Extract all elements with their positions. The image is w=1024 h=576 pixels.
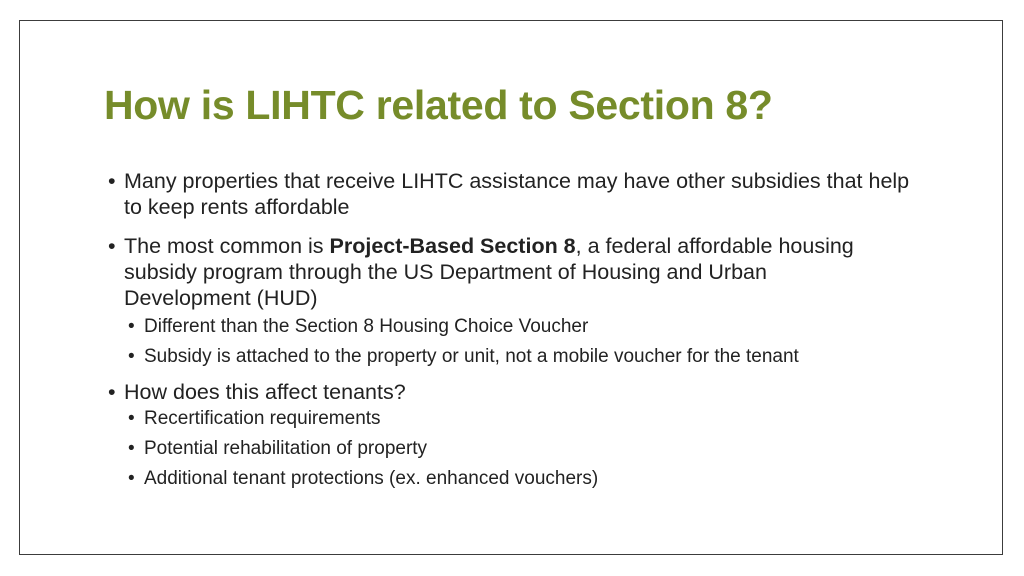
sub-bullet-2-1 (108, 315, 928, 339)
bullet-marker: • (108, 169, 116, 193)
bullet-2 (108, 233, 894, 311)
bullet-2-text-after: , a federal affordable housing subsidy program through the US Department of Housing and Urban Development (HUD) (124, 234, 854, 310)
bullet-marker: • (128, 346, 135, 367)
bullet-1-text: Many properties that receive LIHTC assistance may have other subsidies that help to keep rents affordable (124, 169, 910, 219)
bullet-marker: • (128, 408, 135, 429)
bullet-marker: • (128, 468, 135, 489)
bullet-marker: • (108, 234, 116, 258)
bullet-2-text-before: The most common is (124, 234, 330, 258)
bullet-2-text-bold: Project-Based Section 8 (329, 234, 576, 258)
sub-bullet-3-3 (108, 467, 928, 491)
sub-bullet-text: Potential rehabilitation of property (144, 438, 428, 459)
bullet-3 (108, 379, 928, 405)
sub-bullet-text: Additional tenant protections (ex. enhanced vouchers) (144, 468, 599, 489)
slide-body (108, 168, 928, 491)
sub-bullet-3-2 (108, 437, 928, 461)
bullet-marker: • (108, 380, 116, 404)
sub-bullet-3-1 (108, 407, 928, 431)
sub-bullet-2-2 (108, 345, 914, 369)
bullet-marker: • (128, 316, 135, 337)
sub-bullet-text: Recertification requirements (144, 408, 381, 429)
sub-bullet-text: Different than the Section 8 Housing Choice Voucher (144, 316, 589, 337)
sub-bullet-text: Subsidy is attached to the property or unit, not a mobile voucher for the tenant (144, 346, 799, 367)
bullet-1 (108, 168, 924, 220)
bullet-marker: • (128, 438, 135, 459)
slide-title: How is LIHTC related to Section 8? (104, 82, 773, 128)
bullet-3-text: How does this affect tenants? (124, 380, 406, 404)
